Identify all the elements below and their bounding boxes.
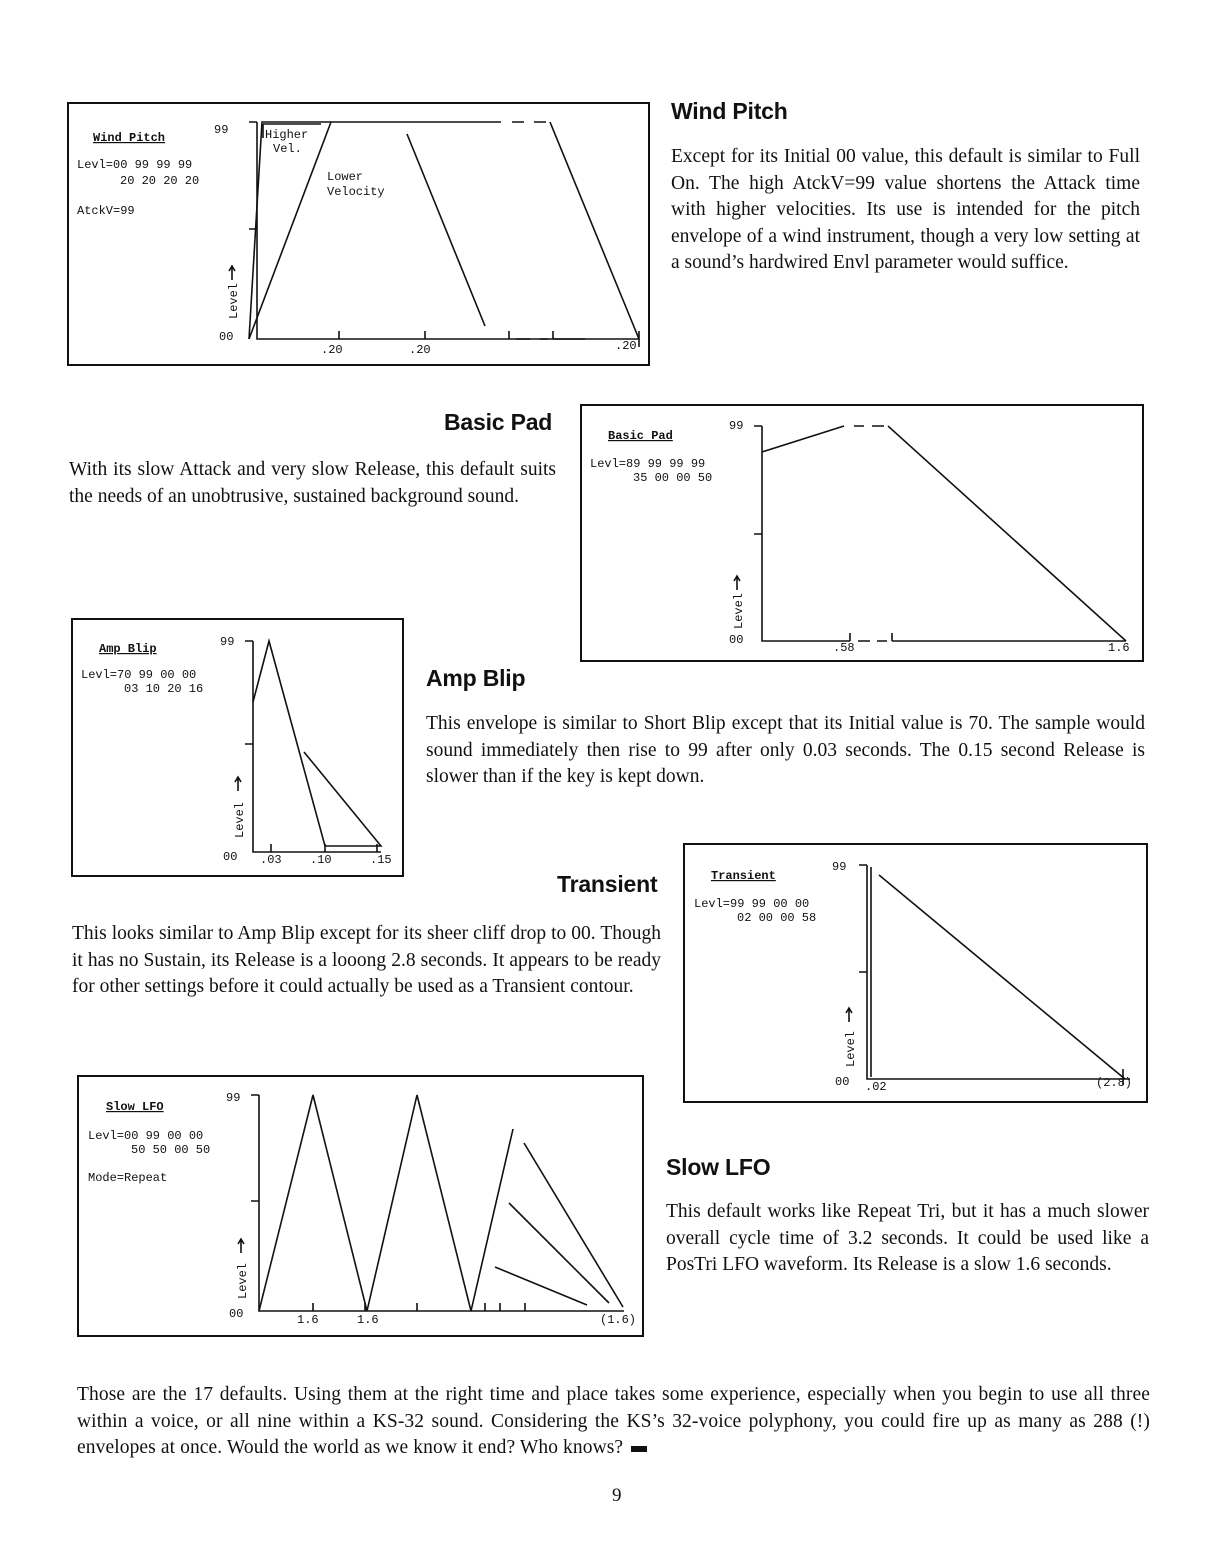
x-tick-label: .58: [833, 641, 855, 655]
transient-envelope-figure: [683, 843, 1148, 1103]
slow-lfo-heading: Slow LFO: [666, 1154, 771, 1180]
amp-blip-text: This envelope is similar to Short Blip except that its Initial value is 70. The sample would sound immediately then rise to 99 after only 0.03 seconds. The 0.15 second Release is slower than if the key is kept down.: [426, 713, 1145, 787]
x-tick-label: 1.6: [297, 1313, 319, 1327]
x-axis-ticks: [850, 633, 892, 641]
basic-pad-graph: [582, 406, 1146, 664]
release-curve-short: [407, 134, 485, 326]
atckv-value: AtckV=99: [77, 204, 135, 218]
y-axis-ticks: [754, 426, 762, 534]
basic-pad-text: With its slow Attack and very slow Release, this default suits the needs of an unobtrusive, sustained background sound.: [69, 459, 556, 507]
time-values: 03 10 20 16: [124, 682, 204, 696]
x-axis-ticks: [339, 331, 553, 339]
transient-heading: Transient: [557, 871, 658, 897]
y-axis-label: Level: [732, 592, 746, 629]
time-values: 35 00 00 50: [633, 471, 713, 485]
x-tick-label: .20: [409, 343, 431, 357]
annotation-lower: Lower: [327, 170, 364, 184]
slow-lfo-envelope-figure: [77, 1075, 644, 1337]
lfo-triangle-wave: [259, 1095, 513, 1311]
y-axis-arrow: [846, 1008, 852, 1022]
annotation-higher: Higher: [265, 128, 309, 142]
y-axis-label: Level: [233, 801, 247, 838]
slow-lfo-text: This default works like Repeat Tri, but it has a much slower overall cycle time of 3.2 seconds. It could be used like a PosTri LFO waveform. Its Release is a slow 1.6 seconds.: [666, 1201, 1149, 1275]
release-curve-2: [509, 1203, 609, 1303]
y-max-label: 99: [220, 635, 235, 649]
wind-pitch-text: Except for its Initial 00 value, this default is similar to Full On. The high AtckV=99 value shortens the Attack time with higher velocities. Its use is intended for the pitch envelope of a wind instrument, though a very low setting at a sound’s hardwired Envl parameter would suffice.: [671, 146, 1140, 273]
levl-values: Levl=89 99 99 99: [590, 457, 706, 471]
y-axis-label: Level: [844, 1030, 858, 1067]
release-curve: [888, 426, 1126, 641]
time-values: 02 00 00 58: [737, 911, 817, 925]
y-axis: [259, 1095, 624, 1311]
slow-lfo-graph: [79, 1077, 646, 1339]
y-axis: [257, 122, 585, 339]
amp-blip-heading: Amp Blip: [426, 665, 526, 691]
levl-values: Levl=99 99 00 00: [694, 897, 810, 911]
y-max-label: 99: [729, 419, 744, 433]
x-tick-label: .03: [260, 853, 282, 867]
y-axis-arrow: [229, 266, 235, 280]
closing-paragraph: [77, 1382, 1150, 1462]
figure-title: Wind Pitch: [93, 131, 166, 145]
y-axis-label: Level: [227, 282, 241, 319]
x-tick-label: 1.6: [1108, 641, 1130, 655]
release-curve: [879, 875, 1125, 1079]
basic-pad-heading: Basic Pad: [444, 409, 553, 435]
y-axis: [762, 426, 850, 641]
wind-pitch-heading: Wind Pitch: [671, 98, 788, 124]
y-axis-ticks: [859, 865, 867, 972]
x-tick-label: .10: [310, 853, 332, 867]
annotation-velocity: Velocity: [327, 185, 385, 199]
y-axis-arrow: [238, 1239, 244, 1253]
x-tick-label: (1.6): [600, 1313, 637, 1327]
time-values: 50 50 00 50: [131, 1143, 211, 1157]
annotation-vel: Vel.: [273, 142, 302, 156]
figure-title: Transient: [711, 869, 776, 883]
x-axis-ticks: [313, 1303, 525, 1311]
y-max-label: 99: [226, 1091, 241, 1105]
figure-title: Basic Pad: [608, 429, 673, 443]
levl-values: Levl=00 99 99 99: [77, 158, 193, 172]
x-axis-ticks: [271, 844, 325, 852]
y-min-label: 00: [729, 633, 744, 647]
y-max-label: 99: [214, 123, 229, 137]
release-curve-long: [550, 122, 639, 339]
mode-value: Mode=Repeat: [88, 1171, 168, 1185]
envelope-curve: [253, 641, 381, 846]
figure-title: Slow LFO: [106, 1100, 164, 1114]
y-min-label: 00: [229, 1307, 244, 1321]
figure-title: Amp Blip: [99, 642, 157, 656]
wind-pitch-graph: [69, 104, 652, 368]
closing-text: Those are the 17 defaults. Using them at the right time and place takes some experience, especially when you begin to use all three within a voice, or all nine within a KS-32 sound. Considering the KS’s 32-voice polyphony, you could fire up as many as 288 (!) envelopes at once. Would the world as we know it end? Who knows?: [77, 1384, 1150, 1458]
time-values: 20 20 20 20: [120, 174, 200, 188]
y-axis-arrow: [734, 576, 740, 590]
levl-values: Levl=00 99 00 00: [88, 1129, 204, 1143]
x-tick-label: (2.8): [1096, 1076, 1133, 1090]
x-tick-label: .15: [370, 853, 392, 867]
end-of-article-mark: [631, 1446, 647, 1452]
y-min-label: 00: [835, 1075, 850, 1089]
amp-blip-envelope-figure: [71, 618, 404, 877]
release-curve-1: [524, 1143, 623, 1307]
attack-curve: [762, 426, 844, 452]
x-tick-label: .20: [615, 339, 637, 353]
y-min-label: 00: [219, 330, 234, 344]
wind-pitch-envelope-figure: [67, 102, 650, 366]
transient-graph: [685, 845, 1150, 1105]
transient-text: This looks similar to Amp Blip except for its sheer cliff drop to 00. Though it has no Sustain, its Release is a looong 2.8 seconds. It appears to be ready for other settings before it could actually be used as a Transient contour.: [72, 923, 661, 997]
y-axis-arrow: [235, 777, 241, 791]
release-curve-3: [495, 1267, 587, 1305]
y-axis-ticks: [251, 1095, 259, 1201]
y-min-label: 00: [223, 850, 238, 864]
x-tick-label: 1.6: [357, 1313, 379, 1327]
page-number: 9: [612, 1485, 622, 1506]
x-tick-label: .02: [865, 1080, 887, 1094]
levl-values: Levl=70 99 00 00: [81, 668, 197, 682]
y-max-label: 99: [832, 860, 847, 874]
x-tick-label: .20: [321, 343, 343, 357]
y-axis: [253, 641, 381, 852]
amp-blip-graph: [73, 620, 406, 879]
basic-pad-envelope-figure: [580, 404, 1144, 662]
y-axis-ticks: [245, 641, 253, 744]
y-axis-label: Level: [236, 1262, 250, 1299]
